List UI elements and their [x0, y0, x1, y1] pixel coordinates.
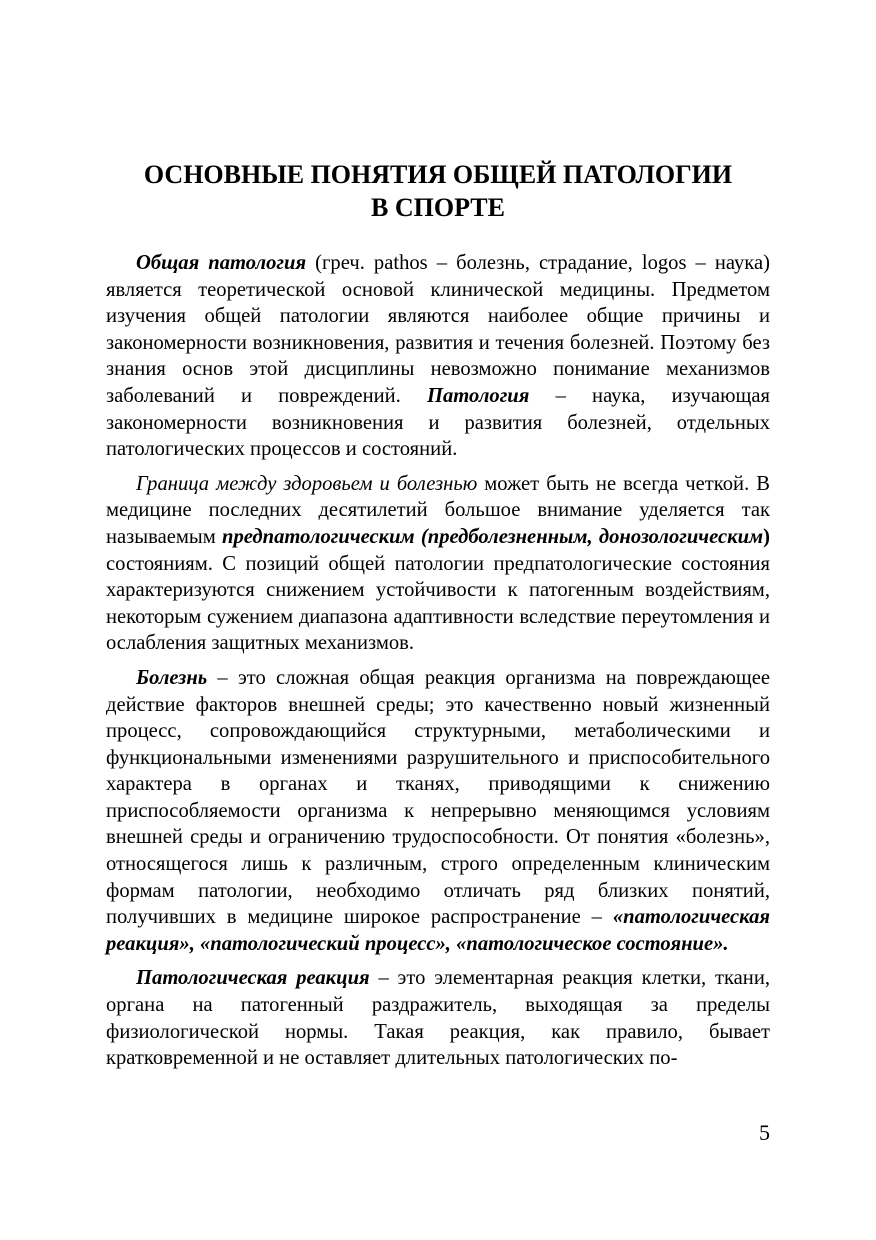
- paragraph-pathological-reaction: [106, 965, 770, 1071]
- page-number: 5: [759, 1120, 770, 1145]
- term-general-pathology: Общая патология: [136, 252, 307, 274]
- term-prepathological: предпатологическим (предболезненным, донозологическим: [222, 525, 764, 548]
- related-terms: «патологическая реакция», «патологический процесс», «патологическое состояние».: [106, 906, 770, 955]
- paragraph-text: может быть не всегда четкой. В медицине последних десятилетий большое внимание уделяется так называемым: [106, 472, 770, 548]
- page-title: [106, 158, 770, 224]
- body-text: [106, 250, 770, 1080]
- term-pathology: Патология: [426, 384, 530, 407]
- title-line-1: ОСНОВНЫЕ ПОНЯТИЯ ОБЩЕЙ ПАТОЛОГИИ: [143, 160, 733, 189]
- title-line-2: В СПОРТЕ: [371, 193, 505, 222]
- paragraph-health-disease-border: [106, 471, 770, 657]
- paragraph-text: (греч. pathos – болезнь, страдание, logos – наука) является теоретической основой клинической медицины. Предметом изучения общей патологии являются наиболее общие причины и закономерности возникновения, развития и течения болезней. Поэтому без знания основ этой дисциплины невозможно понимание механизмов заболеваний и повреждений.: [106, 252, 770, 407]
- paragraph-text: – наука, изучающая закономерности возникновения и развития болезней, отдельных патологических процессов и состояний.: [106, 384, 771, 461]
- closing-paren: ): [763, 525, 770, 548]
- paragraph-text: состояниям. С позиций общей патологии предпатологические состояния характеризуются снижением устойчивости к патогенным воздействиям, некоторым сужением диапазона адаптивности вследствие переутомления и ослабления защитных механизмов.: [106, 552, 770, 655]
- term-pathological-reaction: Патологическая реакция: [136, 967, 370, 990]
- paragraph-disease: [106, 665, 770, 958]
- paragraph-text: – это элементарная реакция клетки, ткани, органа на патогенный раздражитель, выходящая за пределы физиологической нормы. Такая реакция, как правило, бывает кратковременной и не оставляет длительных патологических по-: [106, 967, 770, 1070]
- paragraph-general-pathology: [106, 250, 770, 463]
- italic-phrase: Граница между здоровьем и болезнью: [136, 472, 478, 495]
- paragraph-text: – это сложная общая реакция организма на повреждающее действие факторов внешней среды; это качественно новый жизненный процесс, сопровождающийся структурными, метаболическими и функциональными изменениями разрушительного и приспособительного характера в органах и тканях, приводящими к снижению приспособляемости организма к непрерывно меняющимся условиям внешней среды и ограничению трудоспособности. От понятия «болезнь», относящегося лишь к различным, строго определенным клиническим формам патологии, необходимо отличать ряд близких понятий, получивших в медицине широкое распространение –: [106, 666, 770, 929]
- term-disease: Болезнь: [136, 666, 208, 689]
